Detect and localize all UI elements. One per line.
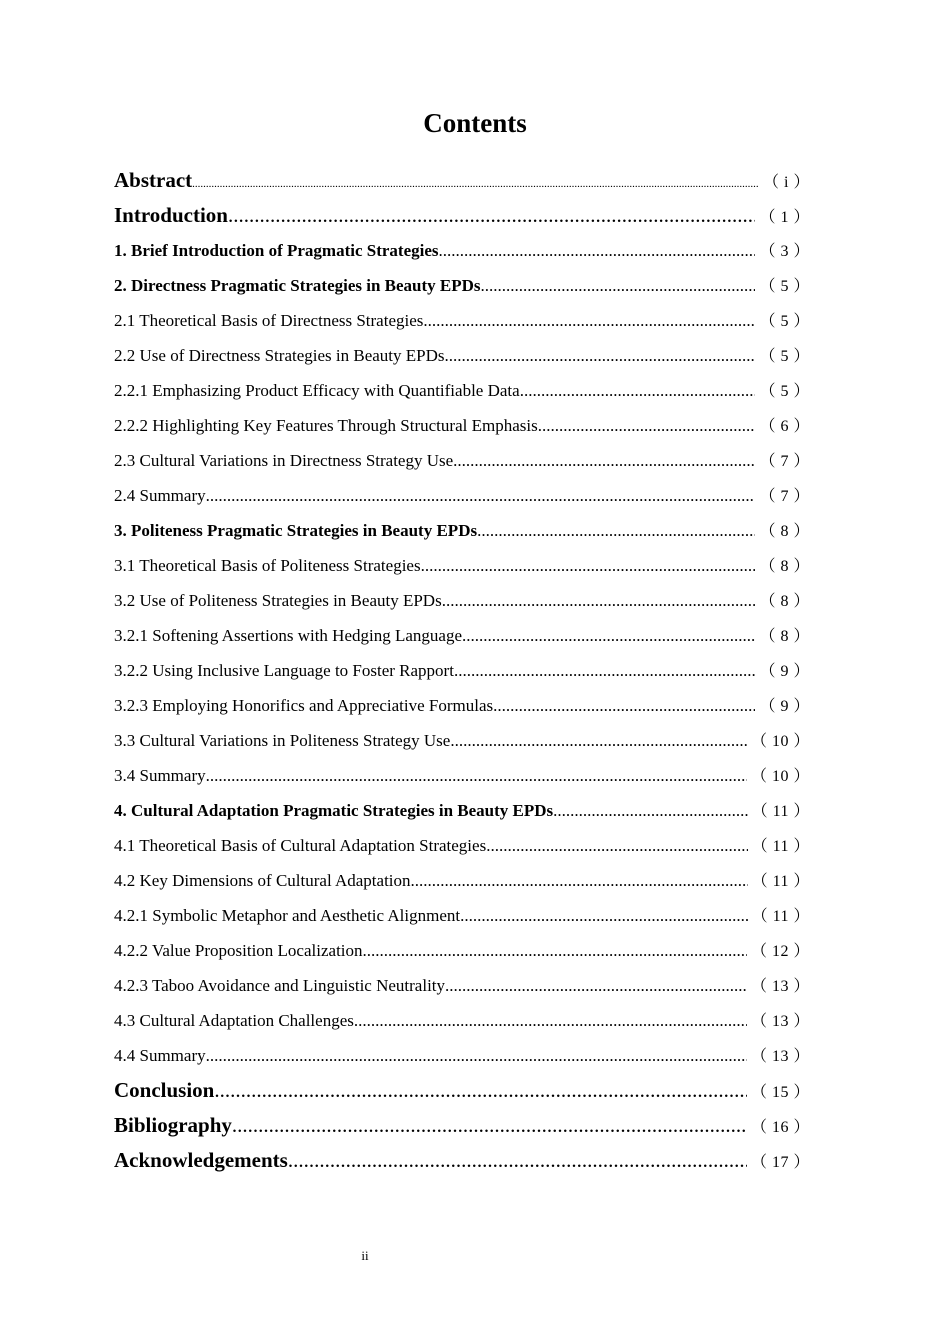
dot-leader (460, 906, 747, 926)
toc-entry-title: 4.2.1 Symbolic Metaphor and Aesthetic Alignment (114, 906, 461, 925)
dot-leader (206, 1046, 747, 1066)
toc-entry-title: 2.3 Cultural Variations in Directness Strategy Use (114, 451, 454, 470)
toc-entry-page: （ 13 ） (750, 1013, 810, 1030)
toc-entry-title: 3.2.2 Using Inclusive Language to Foster Rapport (114, 661, 454, 680)
toc-entry[interactable] (114, 938, 810, 973)
toc-entry[interactable] (114, 1078, 810, 1113)
toc-entry-page: （ 1 ） (759, 209, 810, 226)
toc-entry-page: （ 5 ） (759, 278, 810, 295)
toc-entry[interactable] (114, 658, 810, 693)
toc-entry[interactable] (114, 553, 810, 588)
toc-entry-title: 3.1 Theoretical Basis of Politeness Strategies (114, 556, 421, 575)
toc-entry-title: 3.4 Summary (114, 766, 206, 785)
toc-entry[interactable] (114, 238, 810, 273)
toc-entry-page: （ 6 ） (759, 418, 810, 435)
toc-entry-page: （ 17 ） (750, 1154, 810, 1171)
toc-entry-page: （ 12 ） (750, 943, 810, 960)
toc-entry-title: 2.4 Summary (114, 486, 206, 505)
toc-entry-title: 3.2 Use of Politeness Strategies in Beauty EPDs (114, 591, 442, 610)
toc-entry-page: （ 10 ） (750, 733, 810, 750)
toc-entry[interactable] (114, 203, 810, 238)
toc-entry[interactable] (114, 273, 810, 308)
dot-leader (453, 451, 755, 471)
toc-entry-page: （ 3 ） (759, 243, 810, 260)
page-number: ii (361, 1248, 369, 1263)
toc-entry-title: Abstract (114, 168, 193, 192)
dot-leader (232, 1113, 747, 1138)
toc-entry-page: （ 13 ） (750, 1048, 810, 1065)
dot-leader (423, 311, 755, 331)
toc-entry-page: （ 11 ） (751, 908, 810, 925)
dot-leader (486, 836, 747, 856)
toc-entry[interactable] (114, 833, 810, 868)
dot-leader (462, 626, 755, 646)
dot-leader (553, 801, 747, 821)
toc-entry-page: （ 11 ） (751, 803, 810, 820)
toc-entry[interactable] (114, 1113, 810, 1148)
toc-entry-page: （ 8 ） (759, 523, 810, 540)
dot-leader (538, 416, 756, 436)
toc-entry[interactable] (114, 693, 810, 728)
toc-entry-title: 4.2.3 Taboo Avoidance and Linguistic Neutrality (114, 976, 446, 995)
toc-entry-title: 4.2 Key Dimensions of Cultural Adaptation (114, 871, 411, 890)
toc-entry[interactable] (114, 1148, 810, 1183)
dot-leader (450, 731, 747, 751)
toc-entry[interactable] (114, 448, 810, 483)
toc-entry[interactable] (114, 168, 810, 203)
toc-entry[interactable] (114, 903, 810, 938)
toc-entry-title: 4.3 Cultural Adaptation Challenges (114, 1011, 354, 1030)
toc-entry-page: （ 8 ） (759, 628, 810, 645)
toc-entry-title: 2.2.2 Highlighting Key Features Through Structural Emphasis (114, 416, 538, 435)
toc-entry-page: （ 5 ） (759, 383, 810, 400)
dot-leader (192, 178, 759, 190)
dot-leader (493, 696, 755, 716)
toc-entry[interactable] (114, 1043, 810, 1078)
toc-entry-title: Introduction (114, 203, 228, 227)
toc-entry[interactable] (114, 588, 810, 623)
dot-leader (520, 381, 756, 401)
toc-entry-title: 2.2 Use of Directness Strategies in Beauty EPDs (114, 346, 445, 365)
toc-entry[interactable] (114, 413, 810, 448)
toc-entry[interactable] (114, 868, 810, 903)
dot-leader (411, 871, 748, 891)
toc-entry-page: （ 9 ） (759, 663, 810, 680)
toc-entry-page: （ 7 ） (759, 488, 810, 505)
toc-entry-page: （ 9 ） (759, 698, 810, 715)
dot-leader (214, 1078, 747, 1103)
dot-leader (206, 486, 756, 506)
toc-entry[interactable] (114, 1008, 810, 1043)
toc-entry-title: 4. Cultural Adaptation Pragmatic Strategies in Beauty EPDs (114, 801, 554, 820)
dot-leader (354, 1011, 747, 1031)
toc-entry[interactable] (114, 483, 810, 518)
toc-entry-page: （ 11 ） (751, 873, 810, 890)
dot-leader (445, 346, 756, 366)
toc-entry-title: 2.1 Theoretical Basis of Directness Strategies (114, 311, 424, 330)
toc-entry-page: （ i ） (763, 174, 810, 191)
dot-leader (477, 521, 755, 541)
dot-leader (421, 556, 756, 576)
toc-entry[interactable] (114, 973, 810, 1008)
dot-leader (454, 661, 756, 681)
toc-entry-page: （ 10 ） (750, 768, 810, 785)
toc-entry-title: Conclusion (114, 1078, 215, 1102)
toc-entry-title: 2.2.1 Emphasizing Product Efficacy with Quantifiable Data (114, 381, 520, 400)
toc-entry-page: （ 11 ） (751, 838, 810, 855)
table-of-contents (114, 168, 810, 1183)
toc-entry-page: （ 8 ） (759, 558, 810, 575)
toc-entry-title: 2. Directness Pragmatic Strategies in Beauty EPDs (114, 276, 481, 295)
toc-entry[interactable] (114, 343, 810, 378)
toc-entry[interactable] (114, 378, 810, 413)
dot-leader (288, 1148, 747, 1173)
toc-entry-title: 1. Brief Introduction of Pragmatic Strategies (114, 241, 439, 260)
toc-entry-title: Acknowledgements (114, 1148, 288, 1172)
toc-entry[interactable] (114, 728, 810, 763)
toc-entry[interactable] (114, 763, 810, 798)
toc-entry-page: （ 5 ） (759, 313, 810, 330)
toc-entry-page: （ 15 ） (750, 1084, 810, 1101)
dot-leader (363, 941, 747, 961)
toc-entry[interactable] (114, 518, 810, 553)
toc-entry-title: 3. Politeness Pragmatic Strategies in Beauty EPDs (114, 521, 478, 540)
dot-leader (445, 976, 747, 996)
toc-entry-page: （ 7 ） (759, 453, 810, 470)
toc-entry[interactable] (114, 308, 810, 343)
toc-entry-page: （ 13 ） (750, 978, 810, 995)
toc-entry-title: 4.2.2 Value Proposition Localization (114, 941, 363, 960)
toc-entry[interactable] (114, 798, 810, 833)
toc-entry-title: 4.1 Theoretical Basis of Cultural Adaptation Strategies (114, 836, 487, 855)
dot-leader (228, 203, 756, 228)
toc-entry-title: 4.4 Summary (114, 1046, 206, 1065)
toc-entry-page: （ 8 ） (759, 593, 810, 610)
toc-entry[interactable] (114, 623, 810, 658)
dot-leader (206, 766, 747, 786)
toc-entry-title: 3.3 Cultural Variations in Politeness Strategy Use (114, 731, 451, 750)
toc-entry-title: Bibliography (114, 1113, 232, 1137)
dot-leader (442, 591, 756, 611)
dot-leader (481, 276, 756, 296)
dot-leader (439, 241, 756, 261)
toc-entry-page: （ 16 ） (750, 1119, 810, 1136)
toc-entry-title: 3.2.1 Softening Assertions with Hedging Language (114, 626, 462, 645)
toc-entry-page: （ 5 ） (759, 348, 810, 365)
toc-entry-title: 3.2.3 Employing Honorifics and Appreciative Formulas (114, 696, 494, 715)
page-title: Contents (423, 108, 527, 138)
